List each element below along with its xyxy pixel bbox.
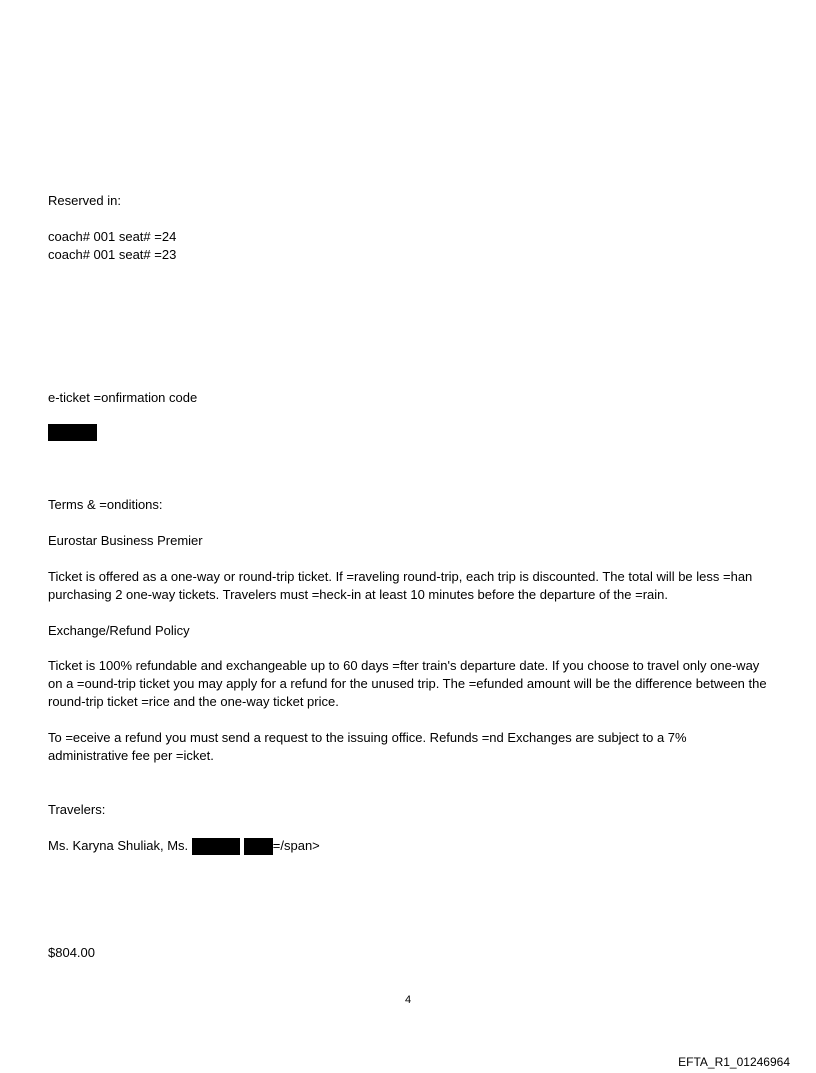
seat-line-1: coach# 001 seat# =24: [48, 229, 177, 244]
redacted-confirmation-code: [48, 424, 97, 441]
travelers-names-suffix: =/span>: [272, 838, 320, 853]
total-price: $804.00: [48, 945, 95, 960]
travelers-names: [48, 837, 320, 855]
redacted-traveler-name-2: [244, 838, 273, 855]
ticket-terms-paragraph: Ticket is offered as a one-way or round-trip ticket. If =raveling round-trip, each trip is discounted. The total will be less =han purchasing 2 one-way tickets. Travelers must =heck-in at least 10 minutes before the departure of the =rain.: [48, 569, 753, 602]
redacted-traveler-name-1: [192, 838, 240, 855]
bates-number: EFTA_R1_01246964: [678, 1055, 790, 1069]
refund-policy-paragraph: Ticket is 100% refundable and exchangeable up to 60 days =fter train's departure date. If you choose to travel only one-way on a =ound-trip ticket you may apply for a refund for the unused trip. The =efunded amount will be the difference between the round-trip ticket =rice and the one-way ticket price.: [48, 658, 767, 709]
policy-heading: Exchange/Refund Policy: [48, 623, 190, 638]
terms-heading: Terms & =onditions:: [48, 497, 163, 512]
page-number: 4: [404, 994, 412, 1006]
reserved-heading: Reserved in:: [48, 193, 121, 208]
travelers-heading: Travelers:: [48, 802, 106, 817]
seat-line-2: coach# 001 seat# =23: [48, 247, 177, 262]
travelers-names-prefix: Ms. Karyna Shuliak, Ms.: [48, 838, 192, 853]
confirmation-label: e-ticket =onfirmation code: [48, 390, 198, 405]
refund-fee-paragraph: To =eceive a refund you must send a request to the issuing office. Refunds =nd Exchanges are subject to a 7% administrative fee per =icket.: [48, 730, 687, 763]
fare-class: Eurostar Business Premier: [48, 533, 203, 548]
